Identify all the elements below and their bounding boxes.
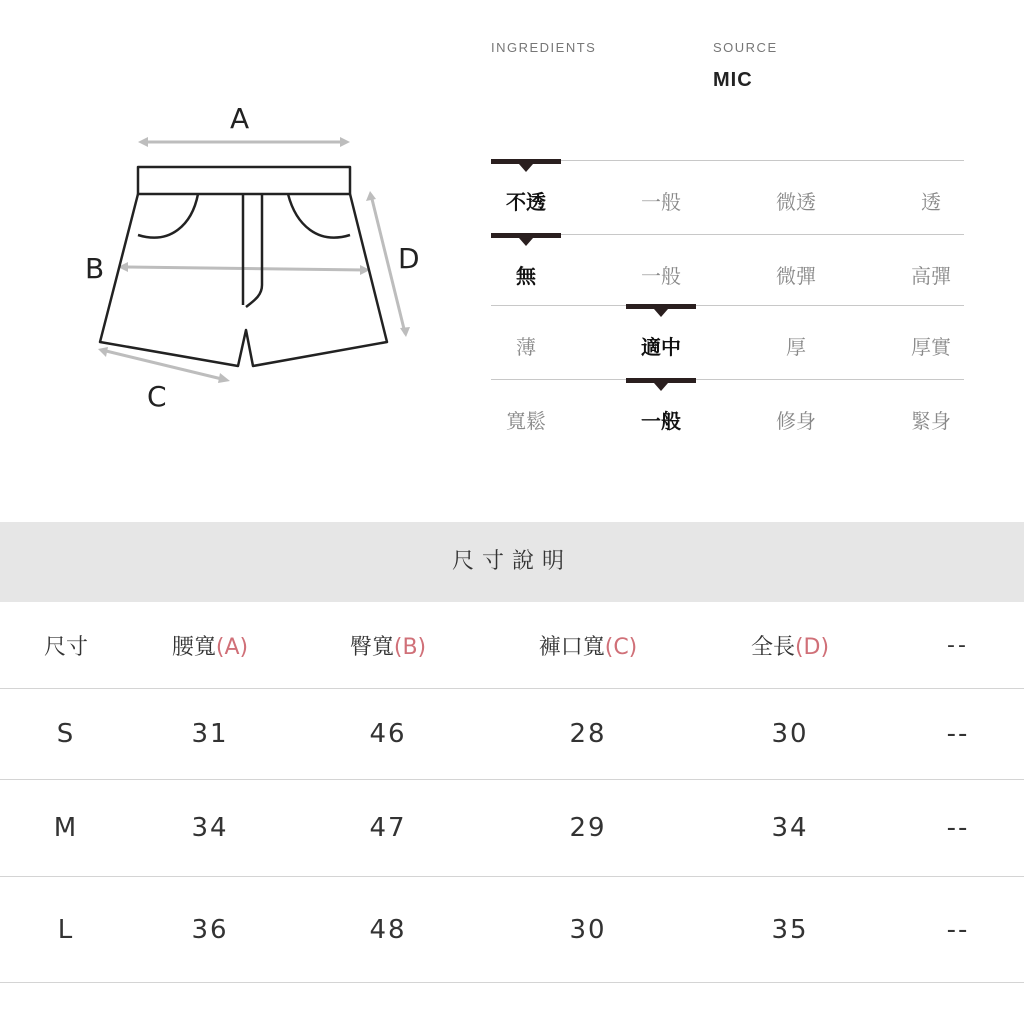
cell-waist: 31: [132, 689, 288, 780]
option-label: 微彈: [776, 264, 816, 288]
size-table-header-row: [0, 602, 1024, 689]
option-label: 高彈: [911, 264, 951, 288]
cell-length: 30: [688, 689, 892, 780]
option-label: 一般: [641, 264, 681, 288]
column-key: (A): [215, 634, 249, 660]
dimension-label-a: A: [230, 102, 250, 135]
source-label: SOURCE: [713, 40, 778, 55]
header-leg-opening: 褲口寬(C): [488, 602, 688, 689]
option-label: 一般: [641, 190, 681, 214]
attribute-row-fit: [491, 379, 964, 453]
cell-extra: --: [892, 689, 1024, 780]
cell-hip: 48: [288, 877, 488, 983]
option-label: 無: [516, 264, 536, 288]
cell-hip: 47: [288, 780, 488, 877]
selection-marker: [626, 304, 696, 309]
cell-leg-opening: 30: [488, 877, 688, 983]
option-label: 厚實: [911, 335, 951, 359]
column-key: (D): [794, 634, 830, 660]
source-value: MIC: [713, 69, 753, 91]
shorts-outline-illustration: [80, 95, 425, 425]
cell-size: M: [0, 780, 132, 877]
option-label: 不透: [506, 190, 546, 214]
cell-extra: --: [892, 877, 1024, 983]
attribute-row-elasticity: [491, 234, 964, 308]
cell-waist: 34: [132, 780, 288, 877]
cell-waist: 36: [132, 877, 288, 983]
attribute-row-transparency: [491, 160, 964, 234]
header-hip-width: 臀寬(B): [288, 602, 488, 689]
dimension-label-b: B: [85, 252, 105, 285]
dimension-label-c: C: [147, 380, 167, 413]
option-label: 一般: [641, 409, 681, 433]
row-divider: [491, 305, 964, 306]
attribute-row-thickness: [491, 305, 964, 379]
option-label: 厚: [786, 335, 806, 359]
cell-leg-opening: 29: [488, 780, 688, 877]
option-label: 修身: [776, 409, 816, 433]
cell-size: S: [0, 689, 132, 780]
option-label: 適中: [641, 335, 681, 359]
selection-marker: [626, 378, 696, 383]
size-chart-title: 尺寸說明: [0, 522, 1024, 602]
column-key: (C): [604, 634, 638, 660]
option-label: 微透: [776, 190, 816, 214]
row-divider: [491, 379, 964, 380]
selection-marker: [491, 159, 561, 164]
row-divider: [491, 234, 964, 235]
header-waist-width: 腰寬(A): [132, 602, 288, 689]
dimension-label-d: D: [398, 242, 420, 275]
header-size: 尺寸: [0, 602, 132, 689]
size-chart-table: [0, 602, 1024, 983]
option-label: 薄: [516, 335, 536, 359]
table-row: [0, 689, 1024, 780]
header-extra: --: [892, 602, 1024, 689]
shorts-measurement-diagram: [80, 95, 425, 425]
option-label: 緊身: [911, 409, 951, 433]
ingredients-label: INGREDIENTS: [491, 40, 597, 55]
cell-hip: 46: [288, 689, 488, 780]
cell-size: L: [0, 877, 132, 983]
column-key: (B): [393, 634, 427, 660]
row-divider: [491, 160, 964, 161]
table-row: [0, 780, 1024, 877]
cell-extra: --: [892, 780, 1024, 877]
cell-leg-opening: 28: [488, 689, 688, 780]
header-total-length: 全長(D): [688, 602, 892, 689]
option-label: 寬鬆: [506, 409, 546, 433]
cell-length: 34: [688, 780, 892, 877]
table-row: [0, 877, 1024, 983]
option-label: 透: [921, 190, 941, 214]
cell-length: 35: [688, 877, 892, 983]
selection-marker: [491, 233, 561, 238]
